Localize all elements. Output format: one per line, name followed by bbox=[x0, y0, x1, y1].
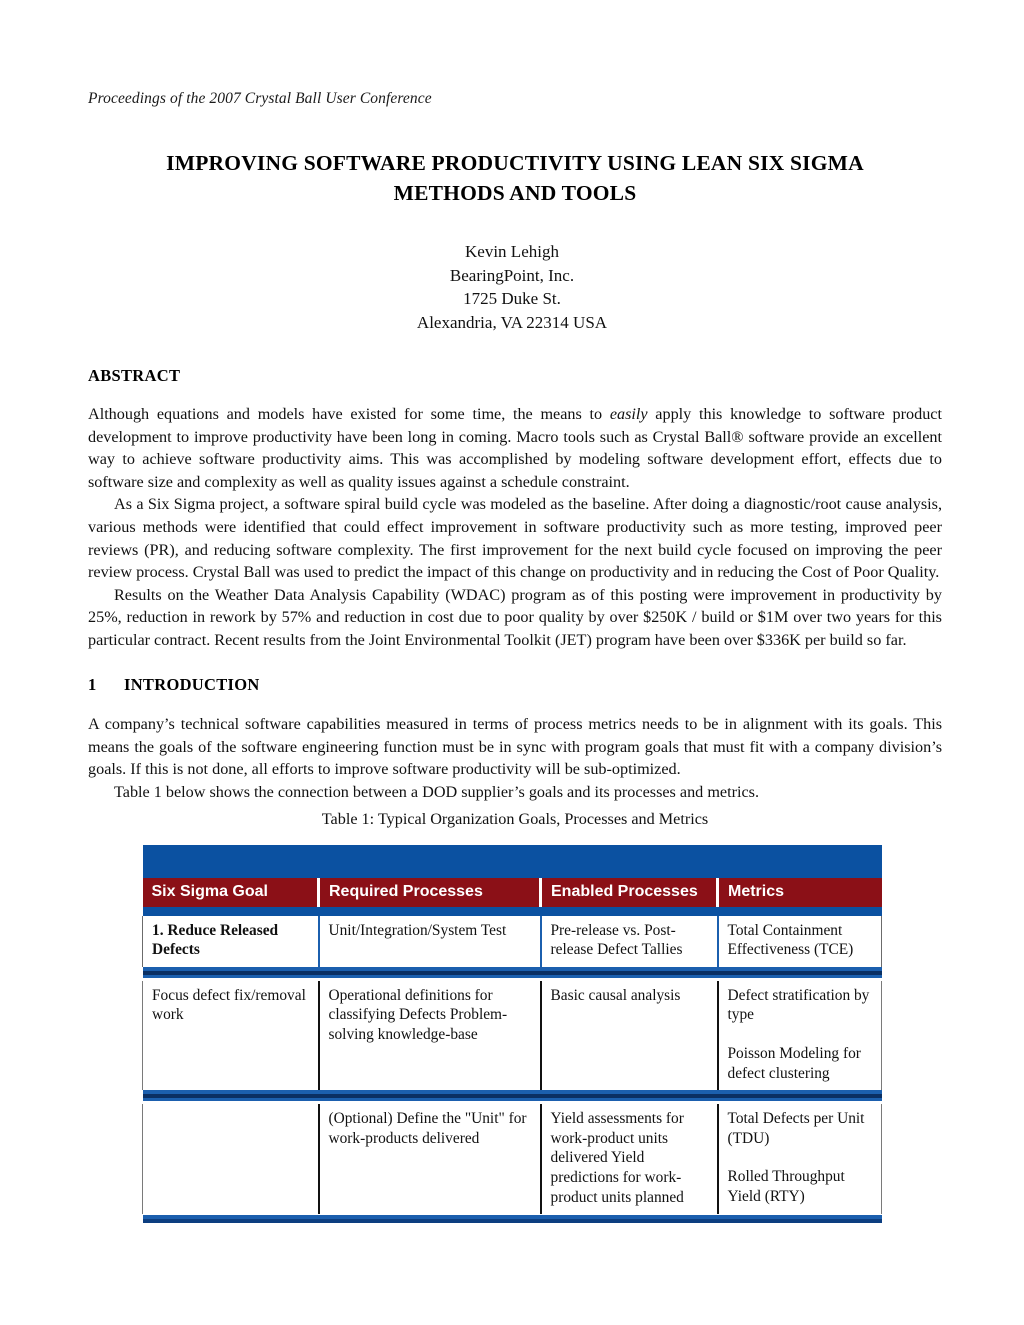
table-header-underband bbox=[143, 907, 882, 916]
cell-metrics-1: Total Containment Effectiveness (TCE) bbox=[718, 916, 882, 967]
table-row-separator-fill bbox=[143, 967, 882, 981]
abstract-paragraph-2: As a Six Sigma project, a software spiral build cycle was modeled as the baseline. After doing a diagnostic/root cause analysis, various methods were identified that could effect improvement in software productivity such as more testing, improved peer reviews (PR), and reducing software complexity. The first improvement for the next build cycle focused on improving the peer review process. Crystal Ball was used to predict the impact of this change on productivity and in reducing the Cost of Poor Quality. bbox=[88, 495, 942, 582]
table-bottom-band bbox=[143, 1214, 882, 1226]
cell-goal-3 bbox=[143, 1104, 319, 1214]
table-row bbox=[143, 981, 882, 1090]
table-header-row bbox=[143, 878, 882, 907]
cell-metrics-2-part-1: Defect stratification by type bbox=[727, 986, 870, 1024]
column-header-metrics: Metrics bbox=[718, 878, 882, 907]
column-header-six-sigma-goal: Six Sigma Goal bbox=[143, 878, 319, 907]
goals-table-wrapper bbox=[142, 845, 881, 1226]
cell-goal-2: Focus defect fix/removal work bbox=[143, 981, 319, 1090]
table-top-band-fill bbox=[143, 845, 882, 878]
abstract-p3-text: Results on the Weather Data Analysis Capability (WDAC) program as of this posting were improvement in productivity by 25%, reduction in rework by 57% and reduction in cost due to poor quality by over $250K / build or $1M over two years for this particular contract. Recent results from the Joint Environmental Toolkit (JET) program have been over $336K per build so far. bbox=[88, 585, 942, 649]
abstract-p1-part-a: Although equations and models have existed for some time, the means to bbox=[88, 405, 610, 423]
table-top-band bbox=[143, 845, 882, 878]
cell-metrics-3-part-1: Total Defects per Unit (TDU) bbox=[727, 1110, 865, 1147]
cell-required-processes-2: Operational definitions for classifying Defects Problem-solving knowledge-base bbox=[319, 981, 541, 1090]
column-header-required-processes: Required Processes bbox=[319, 878, 541, 907]
abstract-body bbox=[88, 403, 942, 652]
table-row-separator bbox=[143, 967, 882, 981]
introduction-number: 1 bbox=[88, 675, 97, 694]
column-header-enabled-processes: Enabled Processes bbox=[541, 878, 718, 907]
author-city-state-zip: Alexandria, VA 22314 USA bbox=[416, 312, 608, 332]
goals-table bbox=[142, 845, 882, 1226]
cell-required-processes-3: (Optional) Define the "Unit" for work-products delivered bbox=[319, 1104, 541, 1214]
abstract-p1-emphasis: easily bbox=[609, 405, 648, 423]
abstract-paragraph-1 bbox=[88, 403, 942, 493]
cell-enabled-processes-3: Yield assessments for work-product units delivered Yield predictions for work-product units planned bbox=[541, 1104, 718, 1214]
cell-metrics-2 bbox=[718, 981, 882, 1090]
table-bottom-band-fill bbox=[143, 1214, 882, 1226]
cell-metrics-3 bbox=[718, 1104, 882, 1214]
introduction-heading-label: INTRODUCTION bbox=[124, 675, 260, 694]
cell-metrics-3-part-2: Rolled Throughput Yield (RTY) bbox=[727, 1168, 845, 1205]
page-title: IMPROVING SOFTWARE PRODUCTIVITY USING LEAN SIX SIGMA METHODS AND TOOLS bbox=[166, 151, 864, 205]
abstract-heading: ABSTRACT bbox=[88, 366, 181, 385]
cell-required-processes-1: Unit/Integration/System Test bbox=[319, 916, 541, 967]
introduction-heading bbox=[88, 675, 260, 695]
abstract-p1-part-b: apply this knowledge to software product development to improve productivity have been long in coming. Macro tools such as Crystal Ball® software provide an excellent way to achieve software productivity aims. This was accomplished by modeling software development effort, effects due to software size and complexity as well as quality issues against a schedule constraint. bbox=[88, 405, 942, 491]
author-name: Kevin Lehigh bbox=[465, 242, 559, 261]
cell-enabled-processes-2: Basic causal analysis bbox=[541, 981, 718, 1090]
table-header-underband-fill bbox=[143, 907, 882, 916]
table-row bbox=[143, 1104, 882, 1214]
running-header: Proceedings of the 2007 Crystal Ball User Conference bbox=[88, 90, 432, 107]
table-row bbox=[143, 916, 882, 967]
cell-goal-1: 1. Reduce Released Defects bbox=[143, 916, 319, 967]
table-caption: Table 1: Typical Organization Goals, Processes and Metrics bbox=[321, 810, 709, 828]
introduction-paragraph-2: Table 1 below shows the connection between a DOD supplier’s goals and its processes and metrics. bbox=[114, 782, 760, 801]
table-row-separator bbox=[143, 1090, 882, 1104]
author-street: 1725 Duke St. bbox=[463, 289, 561, 308]
author-block bbox=[262, 240, 762, 334]
table-row-separator-fill bbox=[143, 1090, 882, 1104]
cell-enabled-processes-1: Pre-release vs. Post-release Defect Tallies bbox=[541, 916, 718, 967]
abstract-paragraph-3 bbox=[88, 584, 942, 652]
author-organization: BearingPoint, Inc. bbox=[449, 265, 575, 285]
cell-metrics-2-part-2: Poisson Modeling for defect clustering bbox=[727, 1044, 861, 1082]
introduction-body bbox=[88, 713, 942, 803]
introduction-paragraph-1: A company’s technical software capabilities measured in terms of process metrics needs to be in alignment with its goals. This means the goals of the software engineering function must be in sync with program goals that must fit with a company division’s goals. If this is not done, all efforts to improve software productivity will be sub-optimized. bbox=[88, 715, 942, 779]
